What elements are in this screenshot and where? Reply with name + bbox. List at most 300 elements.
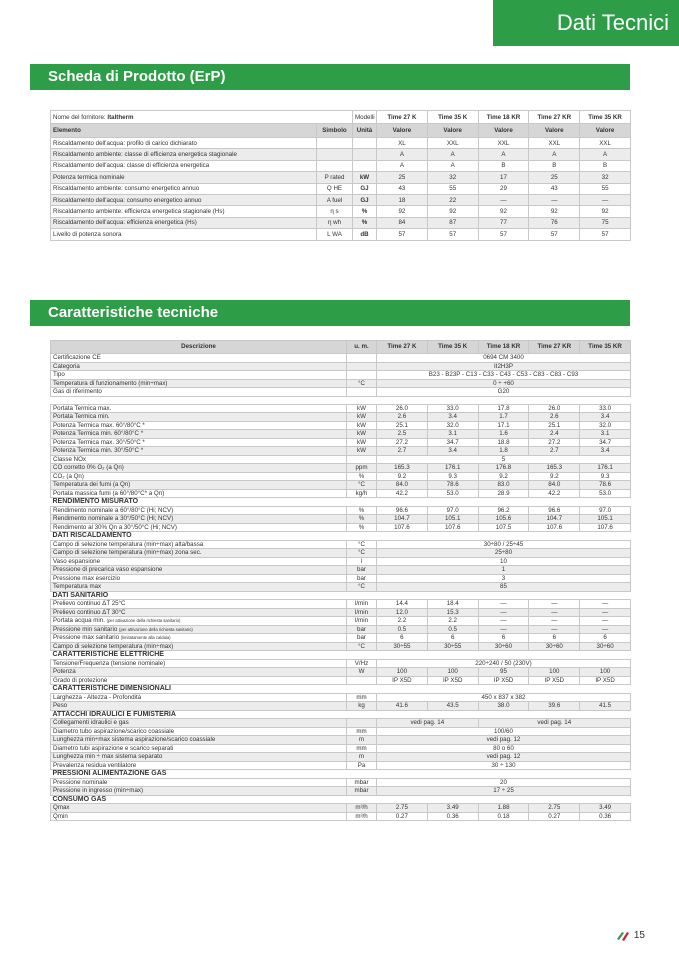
- tech-row-label: Prelievo continuo ΔT 30°C: [53, 608, 126, 616]
- tech-row-value: 2.7: [377, 447, 428, 456]
- tech-row-unit: [347, 719, 377, 728]
- tech-row-value: —: [529, 600, 580, 609]
- tech-row-value: 1.7: [478, 413, 529, 422]
- tech-row-value: 1.8: [478, 447, 529, 456]
- tech-row-label: Pressione in ingresso (min÷max): [53, 787, 144, 795]
- tech-row-label-cell: [51, 489, 347, 498]
- erp-row-label: Riscaldamento dell'acqua: classe di efficienza energetica: [51, 160, 317, 171]
- tech-row-value: 34.7: [427, 438, 478, 447]
- tech-row-merged-value: 30÷80 / 25÷45: [377, 540, 631, 549]
- tech-row-label-cell: [51, 523, 347, 532]
- tech-row-label-cell: [51, 447, 347, 456]
- tech-row: [51, 727, 631, 736]
- col-value: Valore: [529, 124, 580, 138]
- tech-row-note: (per attivazione della richiesta sanitario): [106, 618, 181, 624]
- tech-section-row: [51, 532, 631, 541]
- erp-row-symbol: Q HE: [317, 183, 353, 194]
- erp-model-header: Time 35 K: [427, 111, 478, 124]
- tech-row-label-cell: [51, 617, 347, 626]
- tech-row-value: 2.6: [529, 413, 580, 422]
- erp-row-value: 55: [580, 183, 631, 194]
- tech-row-value: 27.2: [377, 438, 428, 447]
- tech-row-unit: bar: [347, 574, 377, 583]
- erp-supplier-cell: [51, 111, 353, 124]
- tech-row-label-cell: [51, 608, 347, 617]
- tech-section-row: [51, 710, 631, 719]
- erp-row-label: Riscaldamento ambiente: consumo energetico annuo: [51, 183, 317, 194]
- erp-row-value: 29: [478, 183, 529, 194]
- tech-row-value: 9.2: [529, 472, 580, 481]
- tech-row-unit: W: [347, 668, 377, 677]
- tech-row-value: —: [478, 625, 529, 634]
- tech-row-unit: l/min: [347, 617, 377, 626]
- erp-row-value: B: [478, 160, 529, 171]
- erp-row-unit: dB: [353, 229, 377, 240]
- tech-row: [51, 413, 631, 422]
- tech-row: [51, 719, 631, 728]
- tech-row-label: Portata massica fumi (a 60°/80°C* a Qn): [53, 489, 165, 497]
- tech-row-label: CO₂ (a Qn): [53, 472, 84, 480]
- tech-row-unit: °C: [347, 379, 377, 388]
- tech-row-unit: kW: [347, 447, 377, 456]
- tech-row-value: 176.1: [427, 464, 478, 473]
- tech-row-merged-value: 25÷80: [377, 549, 631, 558]
- erp-row-value: 84: [377, 217, 428, 228]
- tech-row-value: 41.5: [580, 702, 631, 711]
- tech-row-value: 0.18: [478, 812, 529, 821]
- erp-row-value: A: [427, 149, 478, 160]
- tech-row-label-cell: [51, 379, 347, 388]
- tech-row-value: 3.4: [580, 447, 631, 456]
- tech-specs-table: [50, 340, 631, 821]
- tech-row-value: IP X5D: [427, 676, 478, 685]
- tech-row-value: 25.1: [529, 421, 580, 430]
- tech-row-unit: %: [347, 472, 377, 481]
- tech-row: [51, 489, 631, 498]
- tech-row-label: Certificazione CE: [53, 354, 101, 361]
- section-title-erp: Scheda di Prodotto (ErP): [30, 64, 630, 90]
- supplier-label: Nome del fornitore:: [53, 113, 106, 121]
- tech-row-value: 30÷60: [529, 642, 580, 651]
- erp-row-value: A: [427, 160, 478, 171]
- tech-row-value: 18.4: [427, 600, 478, 609]
- tech-row: [51, 600, 631, 609]
- tech-row-value: 53.0: [427, 489, 478, 498]
- tech-row-value: 84.0: [377, 481, 428, 490]
- tech-row-value: 2.4: [529, 430, 580, 439]
- tech-row: [51, 506, 631, 515]
- tech-row-value: 34.7: [580, 438, 631, 447]
- tech-row: [51, 744, 631, 753]
- tech-row-label-cell: [51, 642, 347, 651]
- erp-row: [51, 138, 631, 149]
- tech-row-value: 104.7: [529, 515, 580, 524]
- supplier-name: Italtherm: [107, 113, 134, 121]
- tech-row-label: Pressione di precarica vaso espansione: [53, 566, 163, 574]
- tech-row-value: —: [478, 600, 529, 609]
- tech-model-header: Time 35 KR: [580, 341, 631, 354]
- tech-row-note: (limitatamente alla caldaia): [120, 635, 171, 641]
- tech-row-value: 2.6: [377, 413, 428, 422]
- tech-row-merged-value: 0 ÷ +60: [377, 379, 631, 388]
- tech-row-value: IP X5D: [478, 676, 529, 685]
- tech-row-value: 3.4: [580, 413, 631, 422]
- tech-row-label-cell: [51, 574, 347, 583]
- tech-row-label: Pressione nominale: [53, 778, 108, 786]
- erp-row-value: XXL: [478, 138, 529, 149]
- erp-row-label: Riscaldamento ambiente: efficienza energetica stagionale (Hs): [51, 206, 317, 217]
- erp-row-value: 75: [580, 217, 631, 228]
- tech-row: [51, 362, 631, 371]
- tech-row-unit: [347, 354, 377, 363]
- tech-row-unit: [347, 676, 377, 685]
- tech-row-label: Collegamenti idraulici e gas: [53, 719, 129, 727]
- erp-product-table: [50, 110, 631, 241]
- tech-row-unit: mm: [347, 727, 377, 736]
- tech-row: [51, 371, 631, 380]
- tech-row-value: 83.0: [478, 481, 529, 490]
- erp-row-value: 25: [377, 172, 428, 183]
- tech-row-label-cell: [51, 778, 347, 787]
- tech-row-merged-value: vedi pag. 12: [377, 736, 631, 745]
- erp-row-value: 87: [427, 217, 478, 228]
- tech-row: [51, 617, 631, 626]
- tech-row-value: 9.3: [580, 472, 631, 481]
- tech-row-unit: [347, 371, 377, 380]
- tech-row-merged-value: 1: [377, 566, 631, 575]
- tech-row-unit: %: [347, 523, 377, 532]
- tech-row-label: Diametro tubi aspirazione e scarico separati: [53, 744, 174, 752]
- tech-row: [51, 608, 631, 617]
- tech-row: [51, 438, 631, 447]
- tech-row-label: Vaso espansione: [53, 557, 101, 565]
- tech-row-value: 176.1: [580, 464, 631, 473]
- tech-row-unit: m³/h: [347, 804, 377, 813]
- tech-section-row: [51, 651, 631, 660]
- tech-row-label-cell: [51, 659, 347, 668]
- erp-row-unit: GJ: [353, 194, 377, 205]
- tech-row-label: Classe NOx: [53, 455, 87, 463]
- tech-row-unit: l/min: [347, 600, 377, 609]
- tech-row-label: Campo di selezione temperatura (min÷max) alta/bassa: [53, 540, 204, 548]
- tech-row-label-cell: [51, 744, 347, 753]
- tech-row-label-cell: [51, 719, 347, 728]
- tech-row-label-cell: [51, 668, 347, 677]
- section-title-tech: Caratteristiche tecniche: [30, 300, 630, 326]
- tech-row-unit: mm: [347, 744, 377, 753]
- tech-row-label-cell: [51, 354, 347, 363]
- tech-row-merged-value: vedi pag. 12: [377, 753, 631, 762]
- tech-row-merged-value: 3: [377, 574, 631, 583]
- erp-row-value: 76: [529, 217, 580, 228]
- tech-row-label-cell: [51, 404, 347, 413]
- erp-row-value: 32: [427, 172, 478, 183]
- tech-row-label: Campo di selezione temperatura (min÷max): [53, 642, 174, 650]
- erp-row-value: XL: [377, 138, 428, 149]
- tech-row-unit: m: [347, 753, 377, 762]
- erp-model-header: Time 18 KR: [478, 111, 529, 124]
- erp-row-value: XXL: [529, 138, 580, 149]
- tech-row-label: Prevalenza residua ventilatore: [53, 761, 137, 769]
- tech-row: [51, 753, 631, 762]
- tech-row-label-cell: [51, 506, 347, 515]
- tech-row-unit: mbar: [347, 787, 377, 796]
- erp-row-value: XXL: [580, 138, 631, 149]
- tech-row-label: Lunghezza min ÷ max sistema separato: [53, 753, 163, 761]
- tech-row-value: 2.75: [377, 804, 428, 813]
- tech-row-label-cell: [51, 371, 347, 380]
- tech-row-label: Peso: [53, 702, 68, 710]
- tech-row-label: Qmin: [53, 812, 68, 820]
- tech-row: [51, 515, 631, 524]
- erp-row-value: 43: [377, 183, 428, 194]
- tech-row-label: Portata Termica max.: [53, 404, 112, 412]
- tech-row-label: Tipo: [53, 371, 65, 378]
- tech-row-value: IP X5D: [529, 676, 580, 685]
- col-unit: Unità: [353, 124, 377, 138]
- tech-row-unit: l/min: [347, 608, 377, 617]
- tech-row-unit: bar: [347, 634, 377, 643]
- tech-row-value: 3.49: [580, 804, 631, 813]
- tech-row-value: 107.6: [377, 523, 428, 532]
- tech-row-label: Grado di protezione: [53, 676, 108, 684]
- tech-row-unit: [347, 388, 377, 397]
- tech-row-value: 43.5: [427, 702, 478, 711]
- tech-row-label: Potenza Termica max. 60°/80°C *: [53, 421, 145, 429]
- tech-row-merged-value: 0694 CM 3400: [377, 354, 631, 363]
- tech-row-unit: m: [347, 736, 377, 745]
- tech-row-label-cell: [51, 702, 347, 711]
- tech-row-value: 96.6: [377, 506, 428, 515]
- tech-model-header: Time 18 KR: [478, 341, 529, 354]
- tech-model-header: Time 27 K: [377, 341, 428, 354]
- tech-row-label-cell: [51, 787, 347, 796]
- tech-row-value: 42.2: [377, 489, 428, 498]
- tech-row-label-cell: [51, 693, 347, 702]
- tech-row: [51, 447, 631, 456]
- tech-row-value: 12.0: [377, 608, 428, 617]
- erp-row-value: A: [580, 149, 631, 160]
- tech-row-label-cell: [51, 557, 347, 566]
- tech-row: [51, 642, 631, 651]
- tech-row-value: 53.0: [580, 489, 631, 498]
- tech-row-unit: °C: [347, 540, 377, 549]
- tech-row-merged-value: G20: [377, 388, 631, 397]
- tech-row-value: —: [529, 617, 580, 626]
- tech-row-value: 6: [427, 634, 478, 643]
- erp-row-unit: [353, 149, 377, 160]
- erp-row-value: 57: [580, 229, 631, 240]
- tech-row-value: 176.8: [478, 464, 529, 473]
- tech-row-label-cell: [51, 549, 347, 558]
- tech-row-label: Rendimento nominale a 60°/80°C (Hi; NCV): [53, 506, 174, 514]
- tech-row-value: 0.27: [377, 812, 428, 821]
- tech-section-title: CONSUMO GAS: [51, 795, 631, 804]
- tech-row-value: 6: [529, 634, 580, 643]
- tech-row-label: Larghezza - Altezza - Profondità: [53, 693, 142, 701]
- tech-row: [51, 574, 631, 583]
- tech-row-value: 100: [427, 668, 478, 677]
- tech-section-row: [51, 498, 631, 507]
- tech-row-value: 0.5: [377, 625, 428, 634]
- col-value: Valore: [580, 124, 631, 138]
- tech-row-value: 9.3: [427, 472, 478, 481]
- tech-row-value: 78.6: [580, 481, 631, 490]
- col-symbol: Simbolo: [317, 124, 353, 138]
- tech-section-title: ATTACCHI IDRAULICI E FUMISTERIA: [51, 710, 631, 719]
- tech-row-value: 33.0: [580, 404, 631, 413]
- erp-row-symbol: L WA: [317, 229, 353, 240]
- erp-row-unit: %: [353, 206, 377, 217]
- tech-row-value: 17.8: [478, 404, 529, 413]
- tech-row-value: 30÷55: [377, 642, 428, 651]
- tech-row-value: 26.0: [529, 404, 580, 413]
- tech-row: [51, 481, 631, 490]
- tech-row-label: Prelievo continuo ΔT 25°C: [53, 600, 126, 608]
- tech-row: [51, 388, 631, 397]
- erp-row-value: —: [529, 194, 580, 205]
- tech-row-label: Pressione max sanitario: [53, 634, 120, 642]
- tech-row-value: 41.6: [377, 702, 428, 711]
- tech-row-value: 107.6: [580, 523, 631, 532]
- tech-row-unit: %: [347, 506, 377, 515]
- tech-row-label: Categoria: [53, 362, 80, 370]
- erp-row-value: B: [580, 160, 631, 171]
- tech-row-label-cell: [51, 430, 347, 439]
- col-value: Valore: [427, 124, 478, 138]
- tech-row-value: —: [580, 600, 631, 609]
- erp-row-label: Riscaldamento dell'acqua: efficienza energetica (Hs): [51, 217, 317, 228]
- tech-row-value: —: [529, 625, 580, 634]
- tech-row-label: Pressione max esercizio: [53, 574, 121, 582]
- tech-row-unit: mm: [347, 693, 377, 702]
- tech-row-value: 6: [377, 634, 428, 643]
- tech-row-label-cell: [51, 727, 347, 736]
- tech-row-label: Lunghezza min÷max sistema aspirazione/scarico coassiale: [53, 736, 216, 744]
- erp-row-value: 18: [377, 194, 428, 205]
- erp-row-value: 17: [478, 172, 529, 183]
- tech-row-value: 39.6: [529, 702, 580, 711]
- tech-row-value: IP X5D: [377, 676, 428, 685]
- tech-row: [51, 659, 631, 668]
- tech-row: [51, 676, 631, 685]
- tech-row-unit: l: [347, 557, 377, 566]
- tech-row-unit: °C: [347, 481, 377, 490]
- tech-row: [51, 455, 631, 464]
- tech-row-label-cell: [51, 600, 347, 609]
- erp-model-header: Time 27 KR: [529, 111, 580, 124]
- erp-row-value: 43: [529, 183, 580, 194]
- tech-row-value: 32.0: [427, 421, 478, 430]
- tech-row-value: 2.75: [529, 804, 580, 813]
- tech-row-merged-value: 100/60: [377, 727, 631, 736]
- tech-row-unit: bar: [347, 566, 377, 575]
- models-label: Modelli: [353, 111, 377, 124]
- tech-row-value: 107.6: [529, 523, 580, 532]
- tech-row-value: 105.1: [580, 515, 631, 524]
- erp-row-label: Riscaldamento ambiente: classe di efficienza energetica stagionale: [51, 149, 317, 160]
- tech-section-row: [51, 591, 631, 600]
- tech-row-value: 38.0: [478, 702, 529, 711]
- tech-row-value: 1.88: [478, 804, 529, 813]
- tech-row: [51, 421, 631, 430]
- tech-row-value: 42.2: [529, 489, 580, 498]
- tech-row-value: 6: [580, 634, 631, 643]
- erp-row-unit: GJ: [353, 183, 377, 194]
- tech-row-label-cell: [51, 634, 347, 643]
- tech-row-value: 3.4: [427, 447, 478, 456]
- tech-row-label: Rendimento nominale a 30°/50°C (Hi; NCV): [53, 515, 174, 523]
- erp-column-header-row: [51, 124, 631, 138]
- col-element: Elemento: [51, 124, 317, 138]
- tech-row-label-cell: [51, 515, 347, 524]
- tech-row-value: 3.49: [427, 804, 478, 813]
- tech-row-label-cell: [51, 472, 347, 481]
- erp-row-label: Livello di potenza sonora: [51, 229, 317, 240]
- erp-row: [51, 160, 631, 171]
- col-um: u. m.: [347, 341, 377, 354]
- tech-row-value: 14.4: [377, 600, 428, 609]
- tech-row-label-cell: [51, 388, 347, 397]
- tech-row-value: 25.1: [377, 421, 428, 430]
- page-number: 15: [633, 929, 645, 941]
- erp-row-value: XXL: [427, 138, 478, 149]
- tech-row: [51, 354, 631, 363]
- tech-row-label: Diametro tubo aspirazione/scarico coassiale: [53, 727, 175, 735]
- tech-row-value: 0.5: [427, 625, 478, 634]
- tech-row-value: —: [580, 608, 631, 617]
- tech-section-row: [51, 795, 631, 804]
- tech-row-note: (per attivazione della richiesta sanitario): [119, 626, 193, 632]
- erp-row-value: A: [529, 149, 580, 160]
- tech-row-value: 28.9: [478, 489, 529, 498]
- tech-row-value: 6: [478, 634, 529, 643]
- tech-section-title: DATI SANITARIO: [51, 591, 631, 600]
- tech-row-value: —: [580, 617, 631, 626]
- tech-model-header: Time 35 K: [427, 341, 478, 354]
- tech-row: [51, 625, 631, 634]
- tech-row-merged-value: II2H3P: [377, 362, 631, 371]
- erp-row-value: A: [377, 160, 428, 171]
- erp-row: [51, 229, 631, 240]
- tech-row: [51, 583, 631, 592]
- tech-row-merged-value: 450 x 837 x 382: [377, 693, 631, 702]
- tech-row-merged-value: 20: [377, 778, 631, 787]
- tech-row: [51, 812, 631, 821]
- tech-row: [51, 761, 631, 770]
- tech-section-title: PRESSIONI ALIMENTAZIONE GAS: [51, 770, 631, 779]
- tech-row-unit: kW: [347, 404, 377, 413]
- tech-row-merged-value: 85: [377, 583, 631, 592]
- tech-row-value: 17.1: [478, 421, 529, 430]
- tech-row-value: —: [529, 608, 580, 617]
- tech-row-value: 0.36: [580, 812, 631, 821]
- tech-row-value: 33.0: [427, 404, 478, 413]
- tech-row-unit: kW: [347, 430, 377, 439]
- erp-row-value: A: [377, 149, 428, 160]
- tech-row-value: 84.0: [529, 481, 580, 490]
- tech-section-title: DATI RISCALDAMENTO: [51, 532, 631, 541]
- tech-row-value: 100: [377, 668, 428, 677]
- spacer-cell: [51, 396, 631, 404]
- tech-row-label: Portata Termica min.: [53, 413, 110, 421]
- tech-row-label: Qmax: [53, 804, 70, 812]
- col-value: Valore: [377, 124, 428, 138]
- tech-row-value: 3.4: [427, 413, 478, 422]
- tech-row-label: Temperatura dei fumi (a Qn): [53, 481, 131, 489]
- tech-row-value: 27.2: [529, 438, 580, 447]
- tech-row-value: 107.5: [478, 523, 529, 532]
